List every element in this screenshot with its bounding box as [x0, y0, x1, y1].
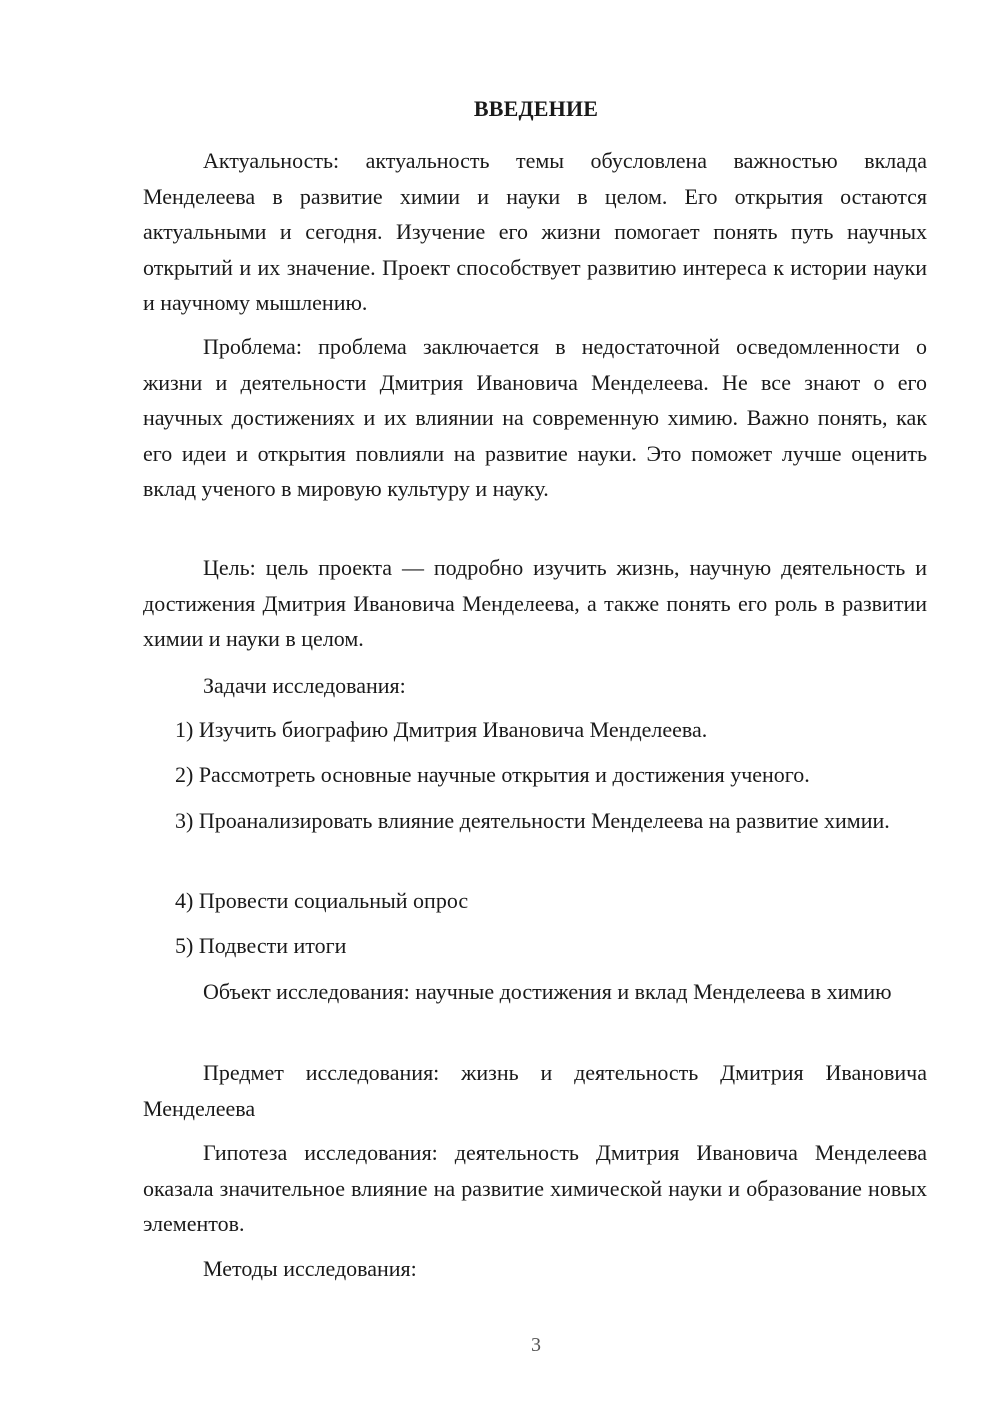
paragraph-problem: Проблема: проблема заключается в недостаточной осведомленности о жизни и деятельности Дмитрия Ивановича Менделеева. Не все знают о его научных достижениях и их влиянии на современную химию. Важно понять, как его идеи и открытия повлияли на развитие науки. Это поможет лучше оценить вклад ученого в мировую культуру и науку.: [143, 334, 927, 501]
paragraph-tasks-title: Задачи исследования:: [203, 673, 406, 698]
paragraph-methods: Методы исследования:: [203, 1256, 417, 1281]
task-item: 2) Рассмотреть основные научные открытия и достижения ученого.: [175, 762, 810, 787]
paragraph-object: Объект исследования: научные достижения и вклад Менделеева в химию: [203, 979, 892, 1004]
section-heading: ВВЕДЕНИЕ: [473, 96, 599, 121]
paragraph-hypothesis: Гипотеза исследования: деятельность Дмитрия Ивановича Менделеева оказала значительное влияние на развитие химической науки и образование новых элементов.: [143, 1140, 927, 1236]
paragraph-goal: Цель: цель проекта — подробно изучить жизнь, научную деятельность и достижения Дмитрия Ивановича Менделеева, а также понять его роль в развитии химии и науки в целом.: [143, 555, 927, 651]
paragraph-subject: Предмет исследования: жизнь и деятельность Дмитрия Ивановича Менделеева: [143, 1060, 927, 1121]
task-item: 1) Изучить биографию Дмитрия Ивановича Менделеева.: [175, 717, 708, 742]
paragraph-relevance: Актуальность: актуальность темы обусловлена важностью вклада Менделеева в развитие химии и науки в целом. Его открытия остаются актуальными и сегодня. Изучение его жизни помогает понять путь научных открытий и их значение. Проект способствует развитию интереса к истории науки и научному мышлению.: [143, 148, 927, 315]
task-item: 4) Провести социальный опрос: [175, 888, 469, 913]
task-item: 3) Проанализировать влияние деятельности Менделеева на развитие химии.: [175, 808, 890, 833]
task-item: 5) Подвести итоги: [175, 933, 347, 958]
page-number: 3: [531, 1334, 541, 1356]
